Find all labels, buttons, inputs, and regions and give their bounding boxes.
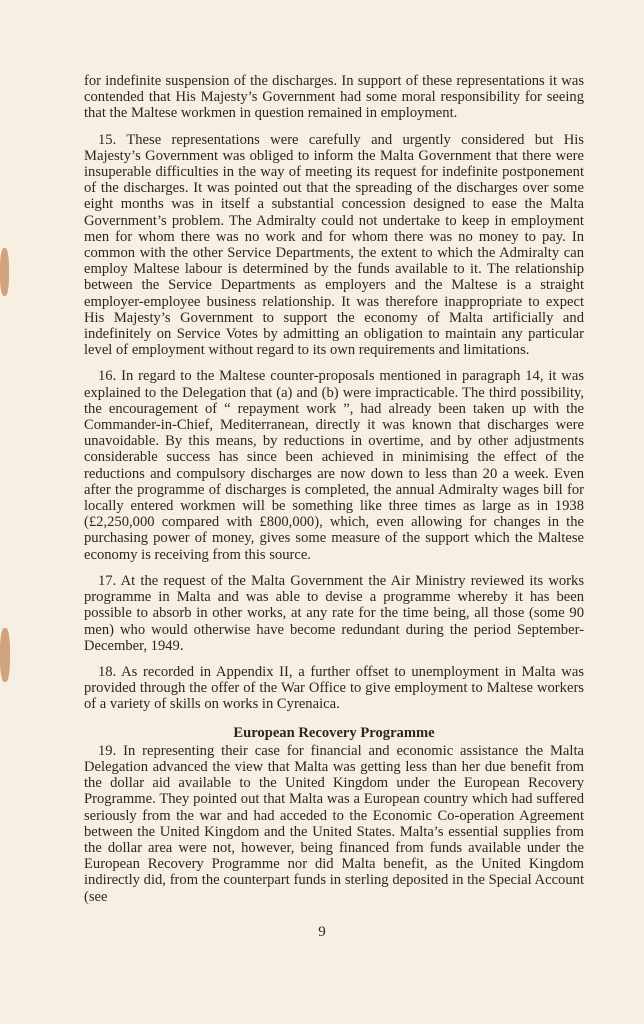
paragraph-17	[84, 573, 584, 654]
paragraph-19	[84, 743, 584, 905]
paragraph-continuation	[84, 73, 584, 122]
paper-stain	[0, 628, 10, 682]
paragraph-number: 17.	[98, 572, 117, 589]
paper-stain	[0, 248, 9, 296]
paragraph-18	[84, 664, 584, 713]
paragraph-16	[84, 368, 584, 562]
paragraph-number: 19.	[98, 742, 117, 759]
paragraph-text: As recorded in Appendix II, a further offset to unemployment in Malta was provided through the offer of the War Office to give employment to Maltese workers of a variety of skills on works in Cyrenaica.	[84, 663, 585, 713]
paragraph-text: At the request of the Malta Government the Air Ministry reviewed its works programme in Malta and was able to devise a programme whereby it has been possible to absorb in other works, at any rate for the time being, all those (some 90 men) who would otherwise have become redundant during the period September-December, 1949.	[84, 572, 584, 654]
paragraph-number: 16.	[98, 368, 117, 385]
page-number: 9	[318, 924, 326, 940]
paragraph-text: In regard to the Maltese counter-proposals mentioned in paragraph 14, it was explained to the Delegation that (a) and (b) were impracticable. The third possibility, the encouragement of “ repayment work ”, had already been taken up with the Commander-in-Chief, Mediterranean, directly it was known that discharges were unavoidable. By this means, by reductions in overtime, and by other adjustments considerable success has since been achieved in minimising the effect of the reductions and compulsory discharges are now down to less than 20 a week. Even after the programme of discharges is completed, the annual Admiralty wages bill for locally entered workmen will be something like three times as large as in 1938 (£2,250,000 compared with £800,000), which, even allowing for changes in the purchasing power of money, gives some measure of the support which the Maltese economy is receiving from this source.	[84, 368, 585, 563]
paragraph-number: 18.	[98, 663, 117, 680]
paragraph-15	[84, 132, 584, 359]
paragraph-text: In representing their case for financial and economic assistance the Malta Delegation advanced the view that Malta was getting less than her due benefit from the dollar aid available to the United Kingdom under the European Recovery Programme. They pointed out that Malta was a European country which had suffered seriously from the war and had acceded to the Economic Co-operation Agreement between the United Kingdom and the United States. Malta’s essential supplies from the dollar area were not, however, being financed from funds available under the European Recovery Programme nor did Malta benefit, as the United Kingdom indirectly did, from the counterpart funds in sterling deposited in the Special Account (see	[84, 742, 584, 905]
paragraph-number: 15.	[98, 131, 117, 148]
paragraph-text: for indefinite suspension of the discharges. In support of these representations it was contended that His Majesty’s Government had some moral responsibility for seeing that the Maltese workmen in question remained in employment.	[84, 73, 584, 122]
paragraph-text: These representations were carefully and urgently considered but His Majesty’s Government was obliged to inform the Malta Government that there were insuperable difficulties in the way of meeting its request for indefinite postponement of the discharges. It was pointed out that the spreading of the discharges over some eight months was in itself a substantial concession designed to ease the Malta Government’s problem. The Admiralty could not undertake to keep in employment men for whom there was no work and for whom there was no money to pay. In common with the other Service Departments, the extent to which the Admiralty can employ Maltese labour is determined by the funds available to it. The relationship between the Service Departments as employers and the Maltese is a straight employer-employee business relationship. It was therefore inappropriate to expect His Majesty’s Government to support the economy of Malta artificially and indefinitely on Service Votes by admitting an obligation to maintain any particular level of employment without regard to its own requirements and limitations.	[84, 131, 584, 359]
document-body	[84, 73, 584, 915]
section-heading: European Recovery Programme	[233, 724, 435, 741]
